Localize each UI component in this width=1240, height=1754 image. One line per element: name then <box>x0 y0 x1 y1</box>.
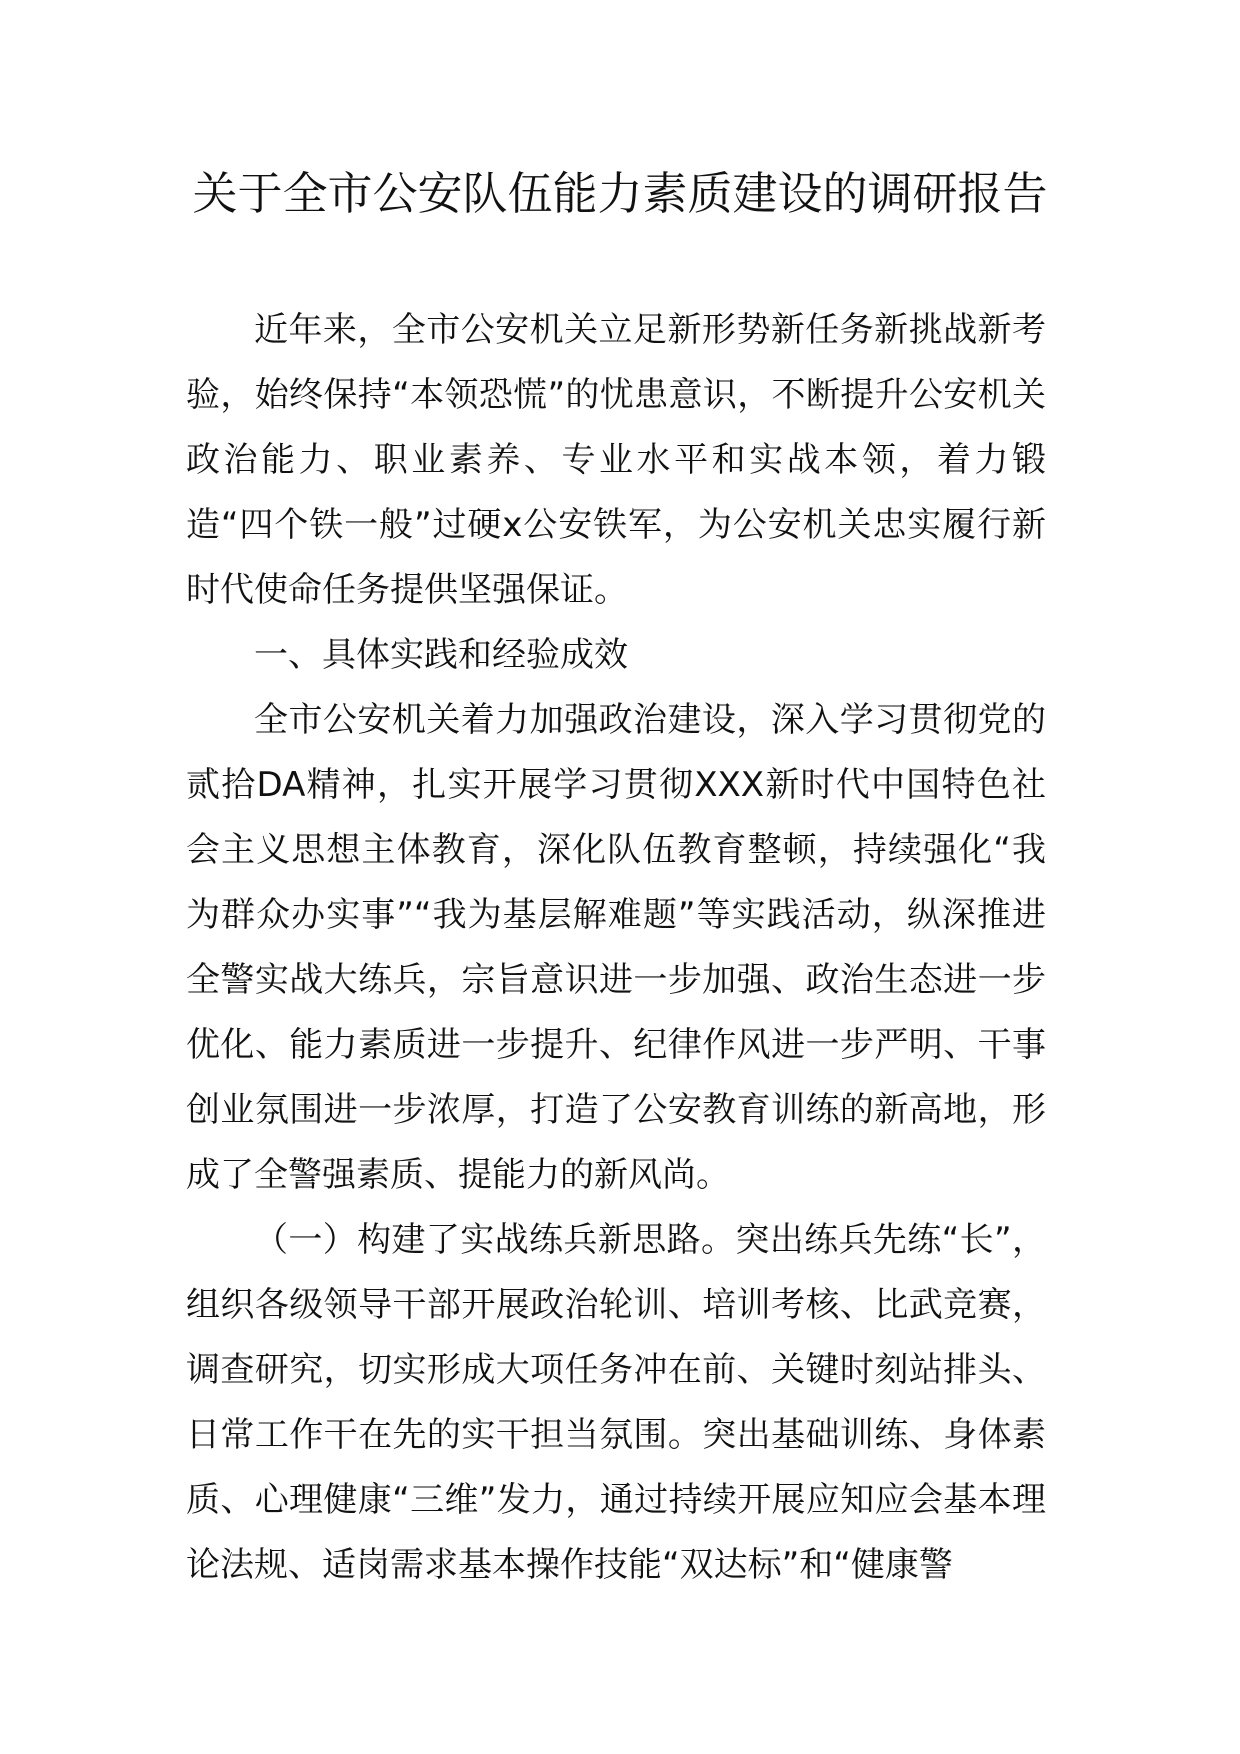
intro-paragraph: 近年来，全市公安机关立足新形势新任务新挑战新考验，始终保持“本领恐慌”的忧患意识，不断提升公安机关政治能力、职业素养、专业水平和实战本领，着力锻造“四个铁一般”过硬x公安铁军，为公安机关忠实履行新时代使命任务提供坚强保证。 <box>186 310 1046 610</box>
document-title: 关于全市公安队伍能力素质建设的调研报告 <box>192 167 1048 220</box>
document-body <box>186 298 1046 1598</box>
section-1-paragraph: 全市公安机关着力加强政治建设，深入学习贯彻党的贰拾DA精神，扎实开展学习贯彻XXX新时代中国特色社会主义思想主体教育，深化队伍教育整顿，持续强化“我为群众办实事”“我为基层解难题”等实践活动，纵深推进全警实战大练兵，宗旨意识进一步加强、政治生态进一步优化、能力素质进一步提升、纪律作风进一步严明、干事创业氛围进一步浓厚，打造了公安教育训练的新高地，形成了全警强素质、提能力的新风尚。 <box>186 700 1046 1195</box>
section-heading-1: 一、具体实践和经验成效 <box>254 635 628 675</box>
subsection-1-paragraph: （一）构建了实战练兵新思路。突出练兵先练“长”，组织各级领导干部开展政治轮训、培训考核、比武竞赛，调查研究，切实形成大项任务冲在前、关键时刻站排头、日常工作干在先的实干担当氛围。突出基础训练、身体素质、心理健康“三维”发力，通过持续开展应知应会基本理论法规、适岗需求基本操作技能“双达标”和“健康警 <box>186 1220 1046 1585</box>
